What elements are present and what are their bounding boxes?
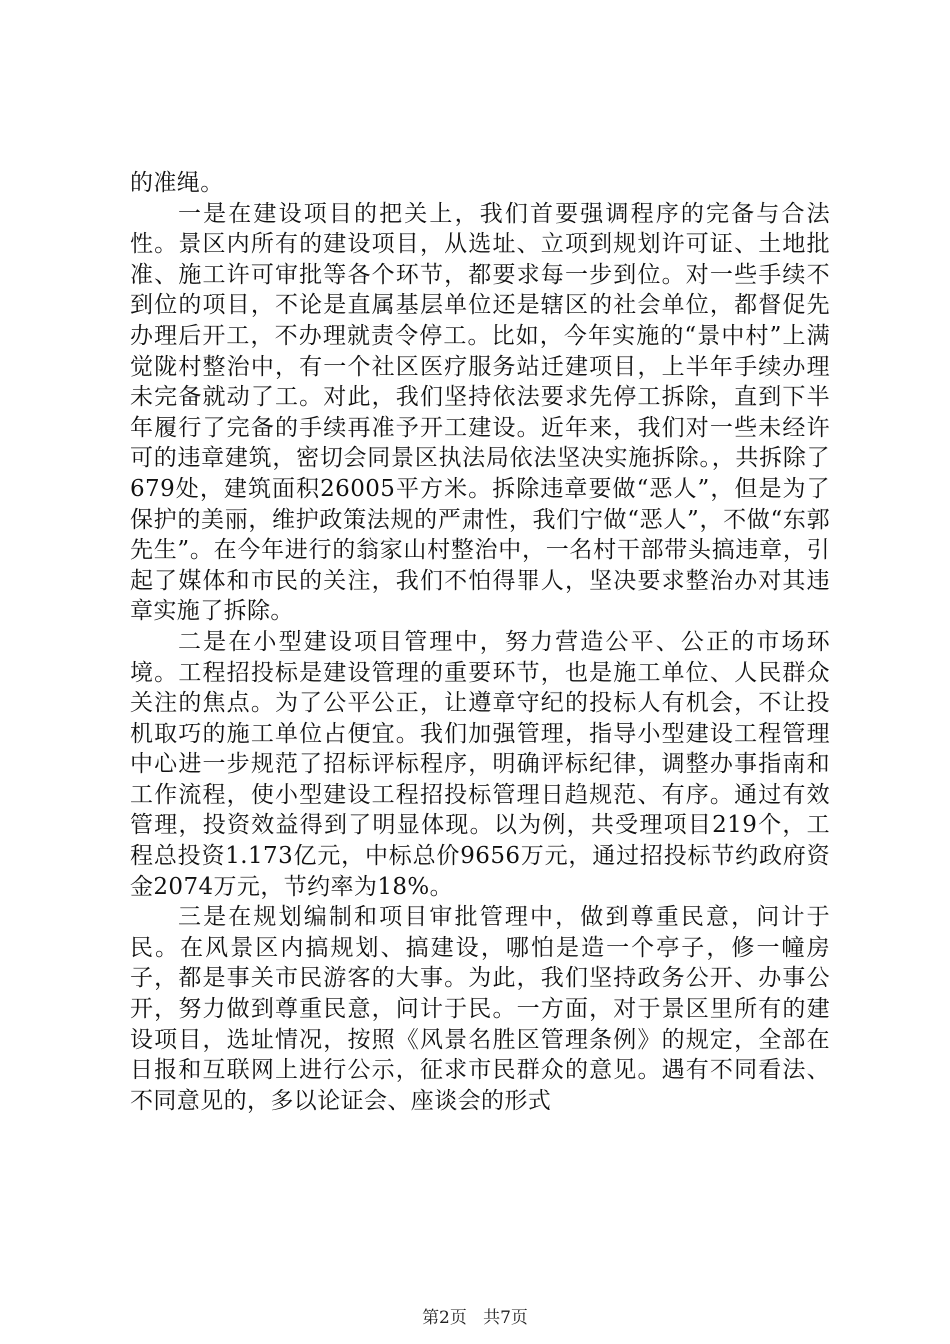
- paragraph-continuation: 的准绳。: [130, 170, 224, 196]
- paragraph-small-projects: 二是在小型建设项目管理中，努力营造公平、公正的市场环境。工程招投标是建设管理的重要环节，也是施工单位、人民群众关注的焦点。为了公平公正，让遵章守纪的投标人有机会，不让投机取巧的施工单位占便宜。我们加强管理，指导小型建设工程管理中心进一步规范了招标评标程序，明确评标纪律，调整办事指南和工作流程，使小型建设工程招投标管理日趋规范、有序。通过有效管理，投资效益得到了明显体现。以为例，共受理项目219个，工程总投资1.173亿元，中标总价9656万元，通过招投标节约政府资金2074万元，节约率为18%。: [130, 628, 830, 900]
- page-footer: [0, 1303, 950, 1328]
- paragraph-project-review: 一是在建设项目的把关上，我们首要强调程序的完备与合法性。景区内所有的建设项目，从选址、立项到规划许可证、土地批准、施工许可审批等各个环节，都要求每一步到位。对一些手续不到位的项目，不论是直属基层单位还是辖区的社会单位，都督促先办理后开工，不办理就责令停工。比如，今年实施的“景中村”上满觉陇村整治中，有一个社区医疗服务站迁建项目，上半年手续办理未完备就动了工。对此，我们坚持依法要求先停工拆除，直到下半年履行了完备的手续再准予开工建设。近年来，我们对一些未经许可的违章建筑，密切会同景区执法局依法坚决实施拆除。，共拆除了679处，建筑面积26005平方米。拆除违章要做“恶人”，但是为了保护的美丽，维护政策法规的严肃性，我们宁做“恶人”，不做“东郭先生”。在今年进行的翁家山村整治中，一名村干部带头搞违章，引起了媒体和市民的关注，我们不怕得罪人，坚决要求整治办对其违章实施了拆除。: [130, 200, 830, 625]
- footer-spacer: [472, 1308, 477, 1328]
- paragraph-planning-approval: 三是在规划编制和项目审批管理中，做到尊重民意，问计于民。在风景区内搞规划、搞建设，哪怕是造一个亭子，修一幢房子，都是事关市民游客的大事。为此，我们坚持政务公开、办事公开，努力做到尊重民意，问计于民。一方面，对于景区里所有的建设项目，选址情况，按照《风景名胜区管理条例》的规定，全部在日报和互联网上进行公示，征求市民群众的意见。遇有不同看法、不同意见的，多以论证会、座谈会的形式: [130, 904, 830, 1114]
- page-number: 第2页: [422, 1308, 467, 1328]
- document-body: [130, 168, 830, 1116]
- page-total: 共7页: [483, 1308, 528, 1328]
